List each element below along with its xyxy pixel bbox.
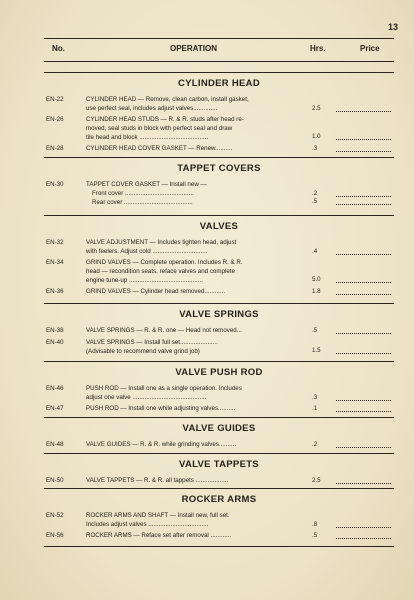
operation-code: EN-56 <box>46 532 64 540</box>
description-line: with feelers. Adjust cold ................................ <box>86 248 208 255</box>
description-line: Rear cover ........................................ <box>92 199 193 206</box>
operation-code: EN-48 <box>46 441 64 448</box>
section-title: TAPPET COVERS <box>177 163 261 174</box>
description-line: VALVE ADJUSTMENT — Includes tighten head, adjust <box>86 239 237 246</box>
description-line: CYLINDER HEAD COVER GASKET — Renew.......... <box>86 145 233 152</box>
description-line: adjust one valve ........................................... <box>86 394 207 401</box>
section-rule <box>44 303 394 304</box>
price-blank <box>336 440 391 448</box>
price-blank <box>336 144 391 152</box>
hours-value: .3 <box>312 145 318 152</box>
header-price: Price <box>360 44 380 53</box>
description-line: VALVE GUIDES — R. & R. while grinding valves.......... <box>86 441 237 448</box>
section-title: VALVES <box>199 221 239 232</box>
hours-value: .3 <box>312 393 318 401</box>
operation-description <box>86 326 304 335</box>
operation-description <box>86 511 304 529</box>
operation-code: EN-50 <box>46 477 64 484</box>
price-blank <box>336 393 391 401</box>
price-blank <box>336 104 391 112</box>
description-line: VALVE TAPPETS — R. & R. all tappets ................... <box>86 477 229 484</box>
description-line: head — recondition seats, reface valves and complete <box>86 268 235 276</box>
hours-value: .5 <box>312 327 318 334</box>
price-blank <box>336 189 391 197</box>
operation-code: EN-47 <box>46 405 64 413</box>
price-blank <box>336 287 391 295</box>
bottom-rule <box>44 546 394 547</box>
hours-value: .1 <box>312 405 318 413</box>
section-title: VALVE PUSH ROD <box>175 367 263 378</box>
header-no: No. <box>52 44 65 53</box>
operation-code: EN-34 <box>46 259 64 267</box>
operation-description <box>86 287 304 296</box>
operation-description <box>86 238 304 256</box>
hours-value: 2.5 <box>312 104 321 112</box>
section-title: VALVE SPRINGS <box>179 309 259 320</box>
hours-value: .2 <box>312 441 318 448</box>
hours-value: 1.8 <box>312 288 321 295</box>
hours-value: .8 <box>312 520 318 528</box>
price-blank <box>336 197 391 205</box>
operation-description <box>86 115 304 142</box>
hours-value: .5 <box>312 198 318 206</box>
operation-code: EN-32 <box>46 239 64 246</box>
description-line: engine tune-up ........................................... <box>86 277 203 285</box>
price-blank <box>336 476 391 484</box>
section-rule <box>44 453 394 454</box>
operation-description <box>86 95 304 113</box>
section-rule <box>44 157 394 158</box>
operation-code: EN-26 <box>46 116 64 124</box>
operation-description <box>86 384 304 402</box>
description-line: use perfect seal, includes adjust valves.............. <box>86 105 218 112</box>
operation-description <box>86 144 304 153</box>
hours-value: .2 <box>312 189 318 197</box>
operation-code: EN-22 <box>46 96 64 103</box>
operation-description <box>86 258 304 285</box>
description-line: PUSH ROD — Install one as a single operation. Includes <box>86 385 242 392</box>
section-title: ROCKER ARMS <box>181 494 257 505</box>
description-line: VALVE SPRINGS — R. & R. one — Head not removed... <box>86 327 242 334</box>
price-blank <box>336 247 391 255</box>
price-blank <box>336 404 391 412</box>
description-line: TAPPET COVER GASKET — Install new — <box>86 181 207 188</box>
operation-description <box>86 404 304 413</box>
operation-description <box>86 338 304 356</box>
hours-value: 1.0 <box>312 133 321 141</box>
price-blank <box>336 346 391 354</box>
hours-value: .4 <box>312 247 318 255</box>
section-title: VALVE GUIDES <box>182 423 256 434</box>
price-blank <box>336 520 391 528</box>
header-operation: OPERATION <box>170 44 217 53</box>
column-header <box>44 38 394 62</box>
description-line: ROCKER ARMS AND SHAFT — Install new, full set. <box>86 512 230 519</box>
description-line: CYLINDER HEAD — Remove, clean carbon, install gasket, <box>86 96 249 103</box>
section-rule <box>44 488 394 489</box>
operation-code: EN-30 <box>46 181 64 188</box>
operation-code: EN-40 <box>46 338 64 346</box>
operation-description <box>86 180 304 207</box>
section-rule <box>44 361 394 362</box>
header-hrs: Hrs. <box>310 44 326 53</box>
operation-description <box>86 440 304 449</box>
description-line: (Advisable to recommend valve grind job) <box>86 347 200 355</box>
operation-code: EN-28 <box>46 145 64 152</box>
operation-code: EN-46 <box>46 385 64 392</box>
hours-value: .5 <box>312 532 318 540</box>
page-number: 13 <box>387 22 398 32</box>
section-title: VALVE TAPPETS <box>179 459 259 470</box>
price-blank <box>336 132 391 140</box>
section-rule <box>44 417 394 418</box>
description-line: tile head and block ........................................ <box>86 134 209 142</box>
hours-value: 1.5 <box>312 347 321 355</box>
price-blank <box>336 275 391 283</box>
section-rule <box>44 72 394 73</box>
operation-description <box>86 476 304 485</box>
operation-code: EN-36 <box>46 288 64 295</box>
section-rule <box>44 215 394 216</box>
section-title: CYLINDER HEAD <box>177 78 260 89</box>
hours-value: 5.0 <box>312 276 321 284</box>
description-line: VALVE SPRINGS — Install full set...................... <box>86 338 218 346</box>
description-line: Front cover ........................................ <box>92 190 194 197</box>
operation-code: EN-38 <box>46 327 64 334</box>
description-line: ROCKER ARMS — Reface set after removal ............ <box>86 532 232 540</box>
description-line: Includes adjust valves ................................... <box>86 521 209 528</box>
description-line: PUSH ROD — Install one while adjusting valves.......... <box>86 405 236 413</box>
description-line: CYLINDER HEAD STUDS — R. & R. studs after head re- <box>86 116 244 124</box>
operation-description <box>86 531 304 540</box>
price-blank <box>336 326 391 334</box>
operation-code: EN-52 <box>46 512 64 519</box>
price-blank <box>336 531 391 539</box>
description-line: moved, seal studs in block with perfect seal and draw <box>86 125 233 133</box>
hours-value: 2.5 <box>312 477 321 484</box>
description-line: GRIND VALVES — Complete operation. Includes R. & R. <box>86 259 243 267</box>
description-line: GRIND VALVES — Cylinder head removed............ <box>86 288 226 295</box>
